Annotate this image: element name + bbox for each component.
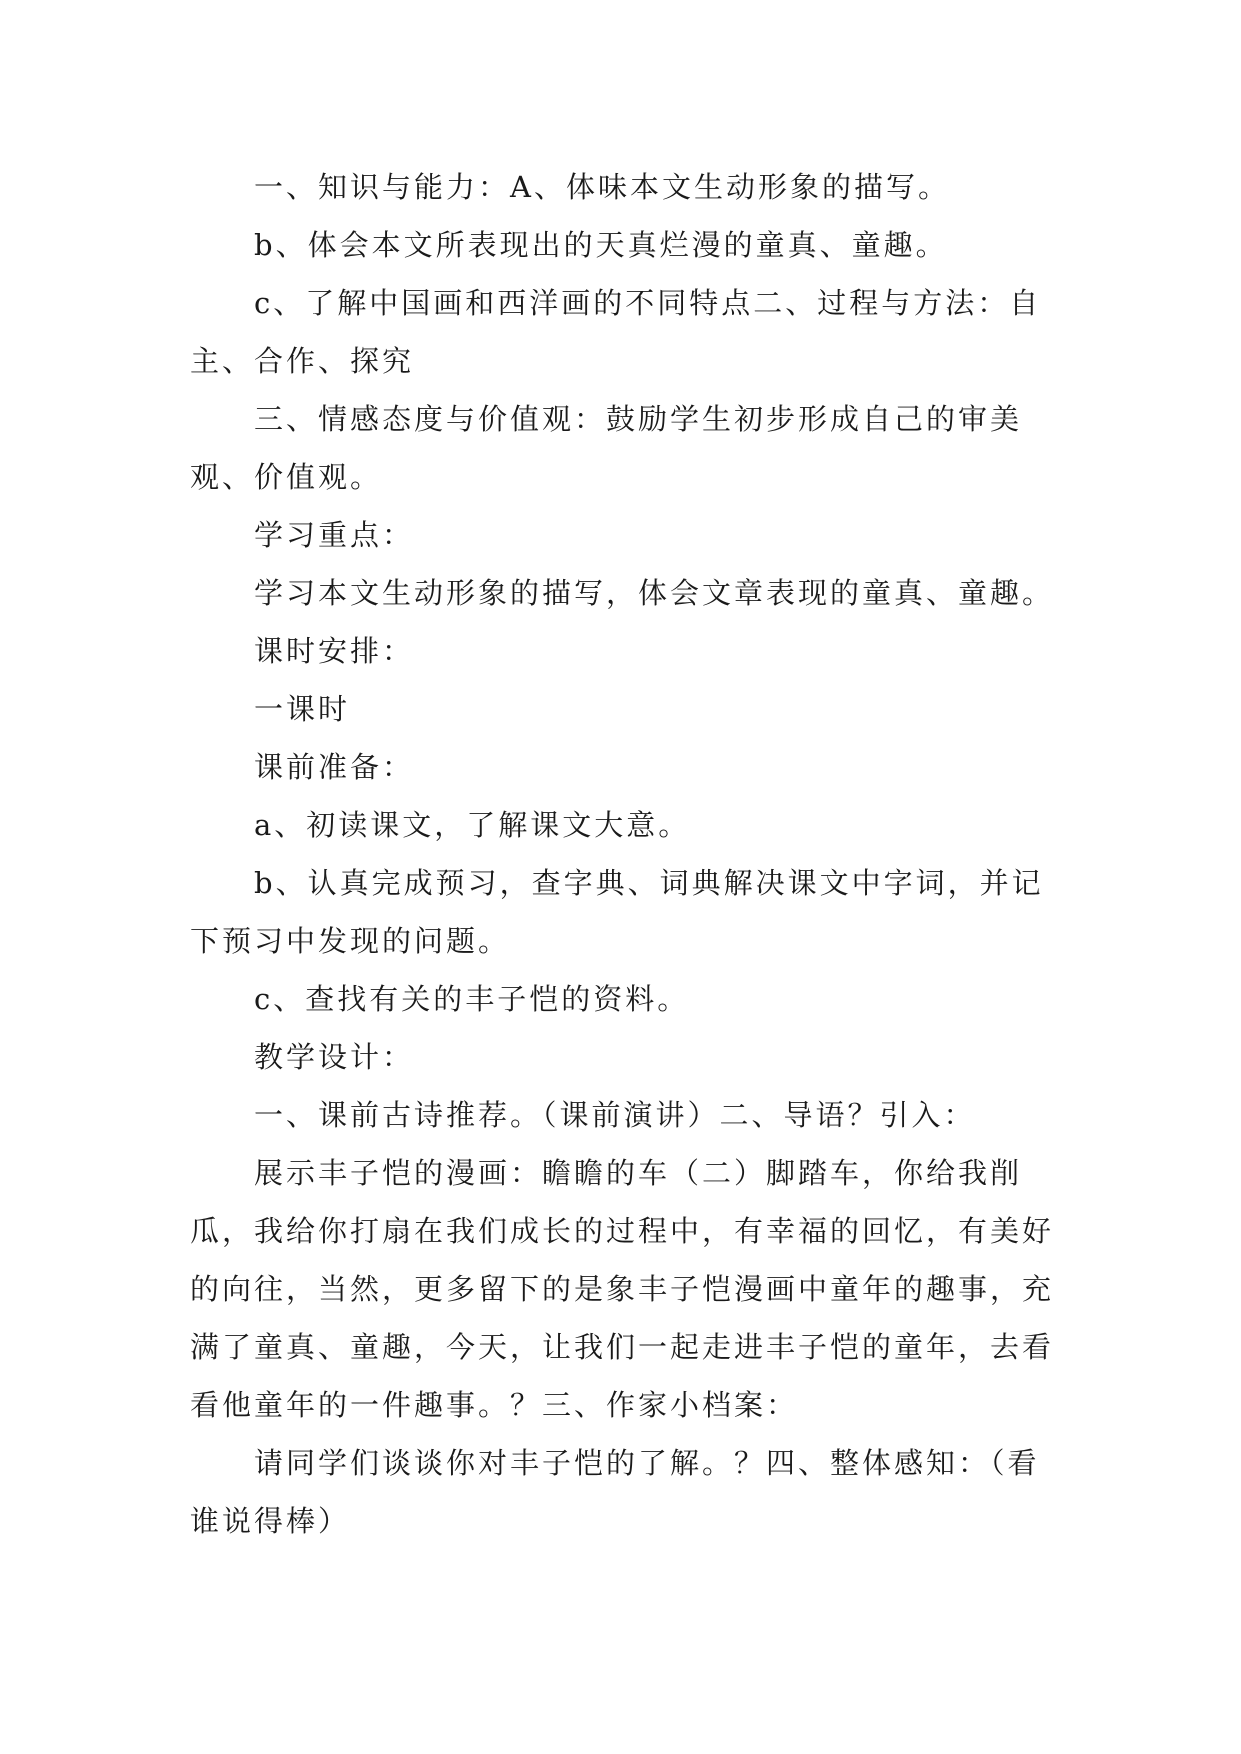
heading-teaching-design: 教学设计：	[254, 1040, 415, 1074]
paragraph-knowledge-ability: 一、知识与能力：A、体味本文生动形象的描写。	[254, 170, 950, 204]
document-body	[190, 158, 1060, 1550]
paragraph-discussion: 请同学们谈谈你对丰子恺的了解。？四、整体感知：（看谁说得棒）	[190, 1446, 1040, 1538]
paragraph-learning-focus: 学习本文生动形象的描写，体会文章表现的童真、童趣。	[254, 576, 1055, 610]
paragraph-painting-and-process: c、了解中国画和西洋画的不同特点二、过程与方法：自主、合作、探究	[190, 286, 1042, 378]
paragraph-class-schedule: 一课时	[254, 692, 351, 726]
paragraph-preparation-c: c、查找有关的丰子恺的资料。	[254, 982, 690, 1016]
heading-preparation: 课前准备：	[254, 750, 415, 784]
paragraph-childlike-interest: b、体会本文所表现出的天真烂漫的童真、童趣。	[254, 228, 948, 262]
heading-class-schedule: 课时安排：	[254, 634, 415, 668]
paragraph-cartoon-display: 展示丰子恺的漫画：瞻瞻的车（二）脚踏车，你给我削瓜，我给你打扇在我们成长的过程中，有幸福的回忆，有美好的向往，当然，更多留下的是象丰子恺漫画中童年的趣事，充满了童真、童趣，今天，让我们一起走进丰子恺的童年，去看看他童年的一件趣事。？三、作家小档案：	[190, 1156, 1055, 1422]
heading-learning-focus: 学习重点：	[254, 518, 415, 552]
paragraph-poem-and-intro: 一、课前古诗推荐。（课前演讲）二、导语？引入：	[254, 1098, 976, 1132]
paragraph-preparation-a: a、初读课文，了解课文大意。	[254, 808, 691, 842]
paragraph-preparation-b: b、认真完成预习，查字典、词典解决课文中字词，并记下预习中发现的问题。	[190, 866, 1044, 958]
paragraph-emotional-values: 三、情感态度与价值观：鼓励学生初步形成自己的审美观、价值观。	[190, 402, 1023, 494]
